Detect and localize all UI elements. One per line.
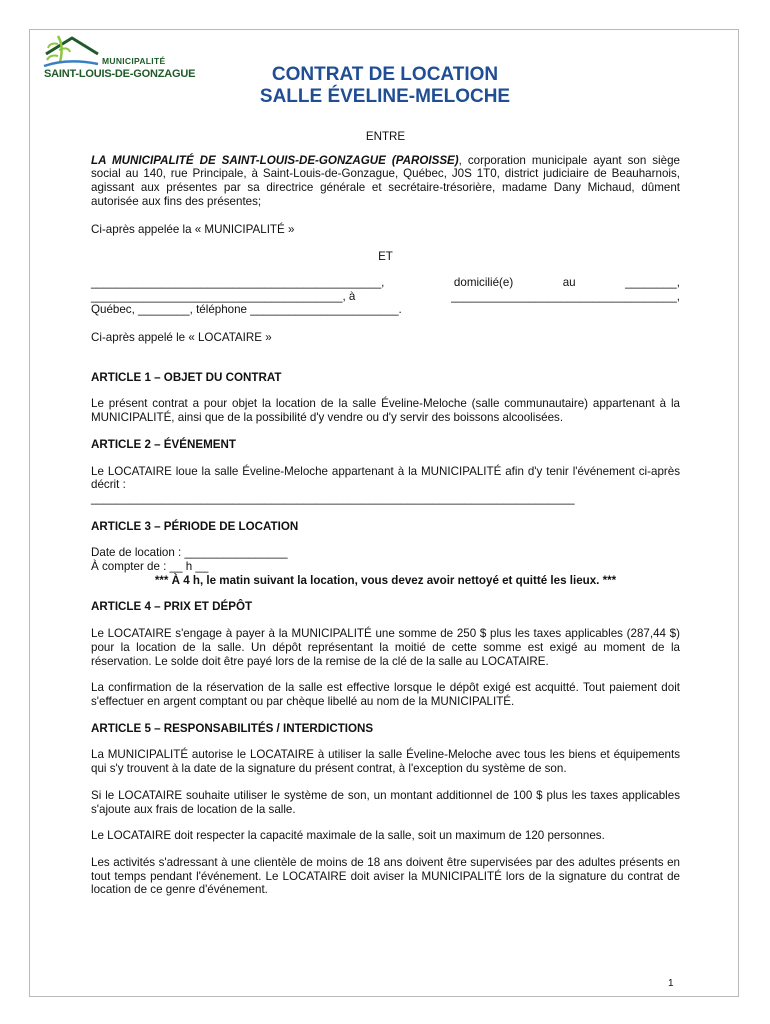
article-5-text-2: Si le LOCATAIRE souhaite utiliser le système de son, un montant additionnel de 100 $ plus les taxes applicables s'ajoute aux frais de location de la salle. (91, 788, 680, 816)
article-3-date: Date de location : ________________ (91, 546, 288, 560)
tenant-name-blank: _____________________________________________, (91, 275, 385, 289)
city-blank: ___________________________________, (451, 289, 680, 303)
article-2-title: ARTICLE 2 – ÉVÉNEMENT (91, 437, 236, 451)
article-5-text-3: Le LOCATAIRE doit respecter la capacité maximale de la salle, soit un maximum de 120 personnes. (91, 829, 605, 843)
article-4-title: ARTICLE 4 – PRIX ET DÉPÔT (91, 600, 253, 614)
party1-alias: Ci-après appelée la « MUNICIPALITÉ » (91, 222, 295, 236)
party1-paragraph (91, 154, 680, 209)
article-5-title: ARTICLE 5 – RESPONSABILITÉS / INTERDICTIONS (91, 721, 374, 735)
logo-emblem-icon (38, 32, 118, 72)
title-line-2: SALLE ÉVELINE-MELOCHE (259, 86, 511, 107)
article-2-event-blank: ___________________________________________________________________________ (91, 491, 575, 505)
au-label: au (562, 275, 576, 289)
article-3-note: *** À 4 h, le matin suivant la location, vous devez avoir nettoyé et quitté les lieux. *** (154, 573, 617, 587)
title-line-1: CONTRAT DE LOCATION (271, 64, 499, 85)
et-label: ET (378, 250, 393, 264)
street-blank: _______________________________________, à (91, 289, 356, 303)
article-3-title: ARTICLE 3 – PÉRIODE DE LOCATION (91, 519, 299, 533)
party1-name: LA MUNICIPALITÉ DE SAINT-LOUIS-DE-GONZAGUE (PAROISSE) (91, 153, 459, 167)
document-title (170, 64, 600, 108)
domicile-label: domicilié(e) (453, 275, 514, 289)
party1-details: , corporation municipale ayant son siège social au 140, rue Principale, à Saint-Louis-de-Gonzague, Québec, J0S 1T0, district judiciaire de Beauharnois, agissant aux présentes par sa directrice générale et secrétaire-trésorière, madame Dany Michaud, dûment autorisée aux fins des présentes; (91, 153, 680, 208)
address-number-blank: ________, (625, 275, 680, 289)
entre-label: ENTRE (365, 130, 406, 143)
article-2-text: Le LOCATAIRE loue la salle Éveline-Meloche appartenant à la MUNICIPALITÉ afin d'y tenir l'événement ci-après décrit : (91, 464, 680, 492)
municipality-logo (38, 32, 196, 92)
article-3-time: À compter de : __ h __ (91, 560, 209, 574)
tenant-name-line (91, 276, 680, 290)
logo-text-town: SAINT-LOUIS-DE-GONZAGUE (44, 68, 196, 80)
article-5-text-4: Les activités s'adressant à une clientèle de moins de 18 ans doivent être supervisées par des adultes présents en tout temps pendant l'événement. Le LOCATAIRE doit aviser la MUNICIPALITÉ lors de la signature du contrat de location de ce genre d'événement. (91, 855, 680, 897)
article-4-text-1: Le LOCATAIRE s'engage à payer à la MUNICIPALITÉ une somme de 250 $ plus les taxes applicables (287,44 $) pour la location de la salle. Un dépôt représentant la moitié de cette somme est exigé au moment de la réservation. Le solde doit être payé lors de la remise de la clé de la salle au LOCATAIRE. (91, 627, 680, 668)
page-number: 1 (668, 978, 674, 989)
party2-alias: Ci-après appelé le « LOCATAIRE » (91, 331, 272, 345)
tenant-phone-line: Québec, ________, téléphone _______________________. (91, 303, 402, 317)
logo-text-municipalite: MUNICIPALITÉ (102, 56, 166, 66)
article-4-text-2: La confirmation de la réservation de la salle est effective lorsque le dépôt exigé est acquitté. Tout paiement doit s'effectuer en argent comptant ou par chèque libellé au nom de la MUNICIPALITÉ. (91, 681, 680, 708)
tenant-address-line (91, 290, 680, 304)
article-5-text-1: La MUNICIPALITÉ autorise le LOCATAIRE à utiliser la salle Éveline-Meloche avec tous les biens et équipements qui s'y trouvent à la date de la signature du présent contrat, à l'exception du système de son. (91, 748, 680, 776)
article-1-title: ARTICLE 1 – OBJET DU CONTRAT (91, 370, 282, 384)
article-1-text: Le présent contrat a pour objet la location de la salle Éveline-Meloche (salle communautaire) appartenant à la MUNICIPALITÉ, ainsi que de la possibilité d'y vendre ou d'y servir des boissons alcoolisées. (91, 397, 680, 425)
contract-body (91, 130, 680, 897)
